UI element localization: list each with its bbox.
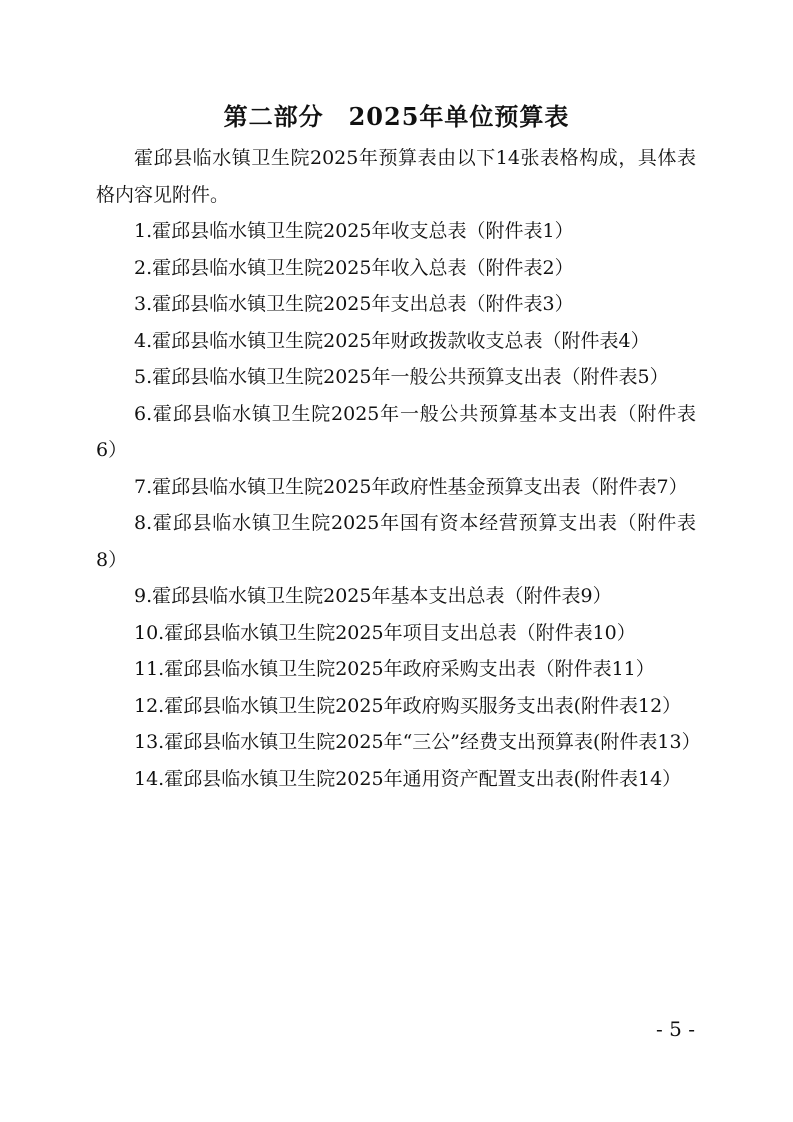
list-item: 7.霍邱县临水镇卫生院2025年政府性基金预算支出表（附件表7） [134, 475, 688, 498]
document-body [96, 140, 701, 797]
intro-paragraph: 霍邱县临水镇卫生院2025年预算表由以下14张表格构成，具体表格内容见附件。 [96, 147, 696, 206]
list-item: 6.霍邱县临水镇卫生院2025年一般公共预算基本支出表（附件表6） [96, 402, 696, 461]
list-item: 3.霍邱县临水镇卫生院2025年支出总表（附件表3） [134, 293, 574, 315]
list-item: 10.霍邱县临水镇卫生院2025年项目支出总表（附件表10） [134, 621, 636, 644]
list-item: 9.霍邱县临水镇卫生院2025年基本支出总表（附件表9） [134, 585, 612, 607]
list-item: 1.霍邱县临水镇卫生院2025年收支总表（附件表1） [134, 220, 574, 242]
list-item: 11.霍邱县临水镇卫生院2025年政府采购支出表（附件表11） [134, 658, 655, 680]
list-item: 13.霍邱县临水镇卫生院2025年“三公”经费支出预算表(附件表13） [134, 731, 701, 753]
list-item: 12.霍邱县临水镇卫生院2025年政府购买服务支出表(附件表12） [134, 694, 682, 717]
list-item: 8.霍邱县临水镇卫生院2025年国有资本经营预算支出表（附件表8） [96, 512, 696, 571]
section-title: 第二部分 2025年单位预算表 [223, 102, 570, 131]
list-item: 5.霍邱县临水镇卫生院2025年一般公共预算支出表（附件表5） [134, 366, 669, 388]
list-item: 2.霍邱县临水镇卫生院2025年收入总表（附件表2） [134, 256, 574, 279]
list-item: 4.霍邱县临水镇卫生院2025年财政拨款收支总表（附件表4） [134, 329, 650, 352]
list-item: 14.霍邱县临水镇卫生院2025年通用资产配置支出表(附件表14） [134, 767, 682, 790]
page-number: - 5 - [656, 1017, 695, 1041]
